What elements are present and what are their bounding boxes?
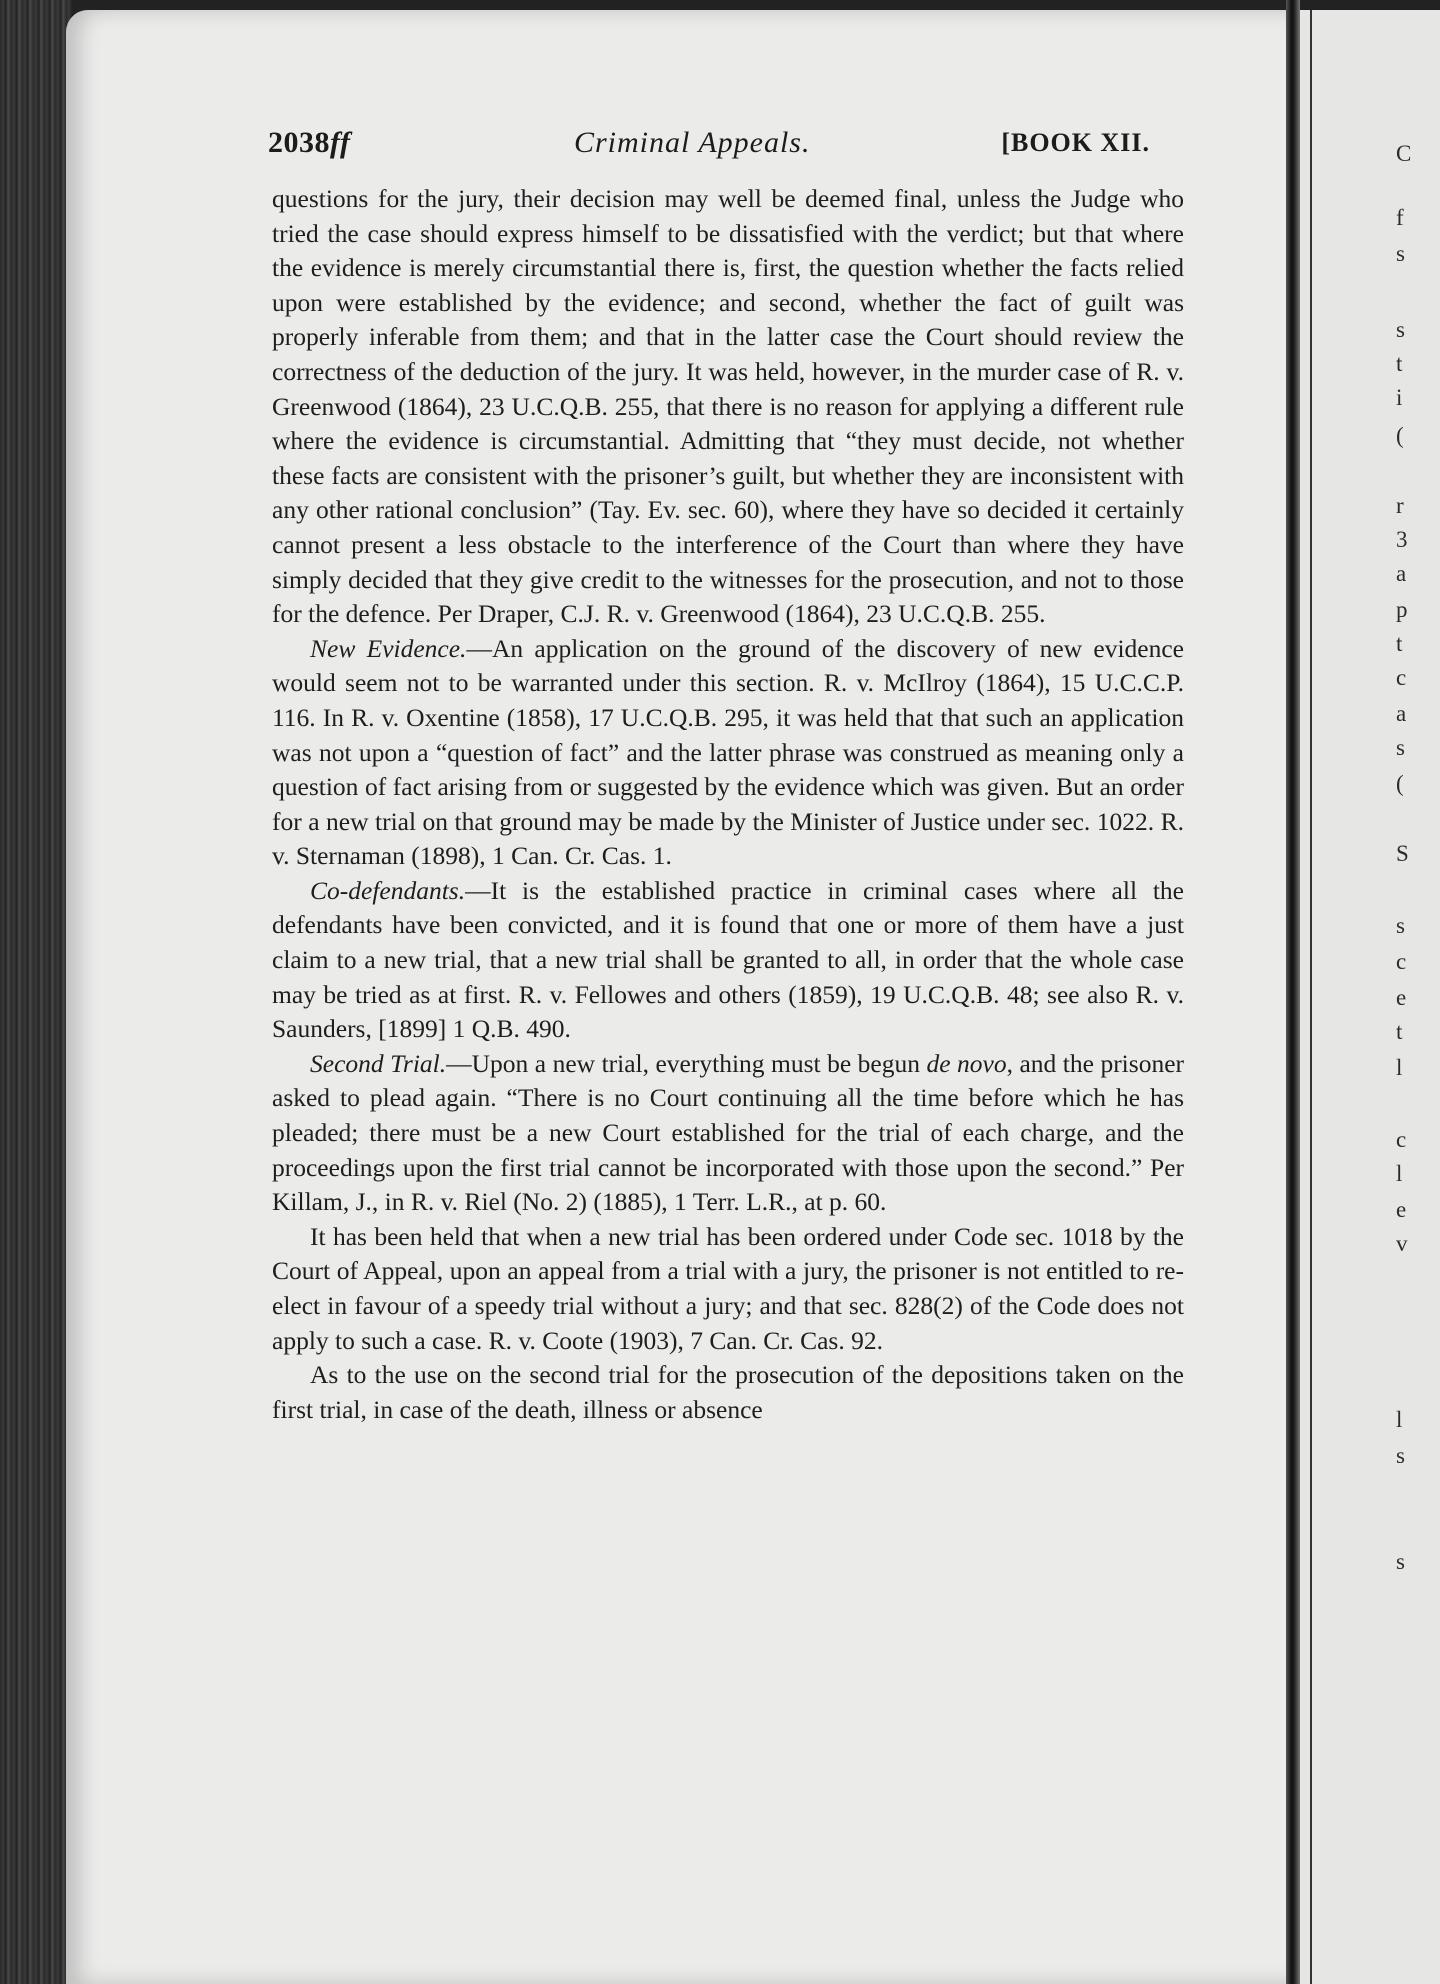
next-page-fragment: t [1396, 1019, 1403, 1044]
page-header [268, 126, 1150, 166]
next-page-fragment: l [1396, 1407, 1403, 1432]
paragraph-text: —It is the established practice in criminal cases where all the defendants have been convicted, and it is found that one or more of them have a just claim to a new trial, that a new trial shall be granted to all, in order that the whole case may be tried as at first. R. v. Fellowes and others (1859), 19 U.C.Q.B. 48; see also R. v. Saunders, [1899] 1 Q.B. 490. [272, 875, 1184, 1044]
next-page-fragment: ( [1396, 423, 1404, 448]
section-heading: Co-defendants. [310, 875, 466, 905]
next-page-fragment: c [1396, 1127, 1407, 1152]
paragraph-text: , and the prisoner asked to plead again. “There is no Court continuing all the time before which he has pleaded; there must be a new Court established for the trial of each charge, and the proceedings upon the first trial cannot be incorporated with those upon the second.” Per Killam, J., in R. v. Riel (No. 2) (1885), 1 Terr. L.R., at p. 60. [272, 1048, 1185, 1217]
next-page-fragment: r [1396, 493, 1404, 518]
section-heading: Second Trial. [310, 1048, 447, 1078]
paragraph: It has been held that when a new trial has been ordered under Code sec. 1018 by the Court of Appeal, upon an appeal from a trial with a jury, the prisoner is not entitled to re-elect in favour of a speedy trial without a jury; and that sec. 828(2) of the Code does not apply to such a case. R. v. Coote (1903), 7 Can. Cr. Cas. 92. [272, 1221, 1184, 1355]
next-page-fragment: e [1396, 985, 1407, 1010]
paragraph: As to the use on the second trial for the prosecution of the depositions taken on the first trial, in case of the death, illness or absence [272, 1360, 1184, 1424]
next-page-fragment: t [1396, 631, 1403, 656]
running-title: Criminal Appeals. [574, 126, 811, 159]
latin-phrase: de novo [926, 1048, 1007, 1078]
next-page-fragment: t [1396, 351, 1403, 376]
next-page-fragment: v [1396, 1231, 1408, 1256]
next-page-fragment: s [1396, 735, 1405, 760]
next-page-fragment: f [1396, 205, 1404, 230]
next-page-fragment: C [1396, 141, 1412, 166]
paragraph [272, 874, 1184, 1047]
book-binding [0, 0, 72, 1984]
next-page-fragment: s [1396, 241, 1405, 266]
section-heading: New Evidence. [310, 633, 467, 663]
paragraph [272, 632, 1184, 874]
paragraph-text: —An application on the ground of the discovery of new evidence would seem not to be warranted under this section. R. v. McIlroy (1864), 15 U.C.C.P. 116. In R. v. Oxentine (1858), 17 U.C.Q.B. 295, it was held that that such an application was not upon a “question of fact” and the latter phrase was construed as meaning only a question of fact arising from or suggested by the evidence which was given. But an order for a new trial on that ground may be made by the Minister of Justice under sec. 1022. R. v. Sternaman (1898), 1 Can. Cr. Cas. 1. [272, 633, 1184, 871]
next-page-fragment: a [1396, 561, 1407, 586]
next-page-fragment: a [1396, 701, 1407, 726]
next-page-fragment: i [1396, 385, 1403, 410]
next-page-fragment: p [1396, 597, 1408, 622]
next-page-fragment: ( [1396, 771, 1404, 796]
body-text [272, 182, 1184, 1427]
next-page-fragment: s [1396, 1443, 1405, 1468]
page-number [268, 126, 350, 160]
next-page-edge [1300, 10, 1440, 1984]
next-page-fragment: e [1396, 1197, 1407, 1222]
book-label: [BOOK XII. [1001, 128, 1150, 157]
paragraph [272, 1047, 1184, 1220]
next-page-fragment: c [1396, 665, 1407, 690]
next-page-fragment: S [1396, 841, 1409, 866]
paragraph-text: —Upon a new trial, everything must be begun [446, 1048, 927, 1078]
next-page-edge-line [1310, 10, 1312, 1984]
next-page-fragment: c [1396, 949, 1407, 974]
next-page-fragment: s [1396, 317, 1405, 342]
next-page-fragment: 3 [1396, 527, 1408, 552]
page-gutter [1286, 0, 1300, 1984]
next-page-fragment: l [1396, 1055, 1403, 1080]
paragraph: questions for the jury, their decision may well be deemed final, unless the Judge who tried the case should express himself to be dissatisfied with the verdict; but that where the evidence is merely circumstantial there is, first, the question whether the facts relied upon were established by the evidence; and second, whether the fact of guilt was properly inferable from them; and that in the latter case the Court should review the correctness of the deduction of the jury. It was held, however, in the murder case of R. v. Greenwood (1864), 23 U.C.Q.B. 255, that there is no reason for applying a different rule where the evidence is circumstantial. Admitting that “they must decide, not whether these facts are consistent with the prisoner’s guilt, but whether they are inconsistent with any other rational conclusion” (Tay. Ev. sec. 60), where they have so decided it certainly cannot present a less obstacle to the interference of the Court than where they have simply decided that they give credit to the witnesses for the prosecution, and not to those for the defence. Per Draper, C.J. R. v. Greenwood (1864), 23 U.C.Q.B. 255. [272, 184, 1184, 629]
next-page-fragment: s [1396, 1549, 1405, 1574]
page-number-value: 2038 [268, 126, 330, 159]
next-page-fragment: s [1396, 913, 1405, 938]
next-page-fragment: l [1396, 1161, 1403, 1186]
page-number-suffix: ff [330, 126, 351, 159]
